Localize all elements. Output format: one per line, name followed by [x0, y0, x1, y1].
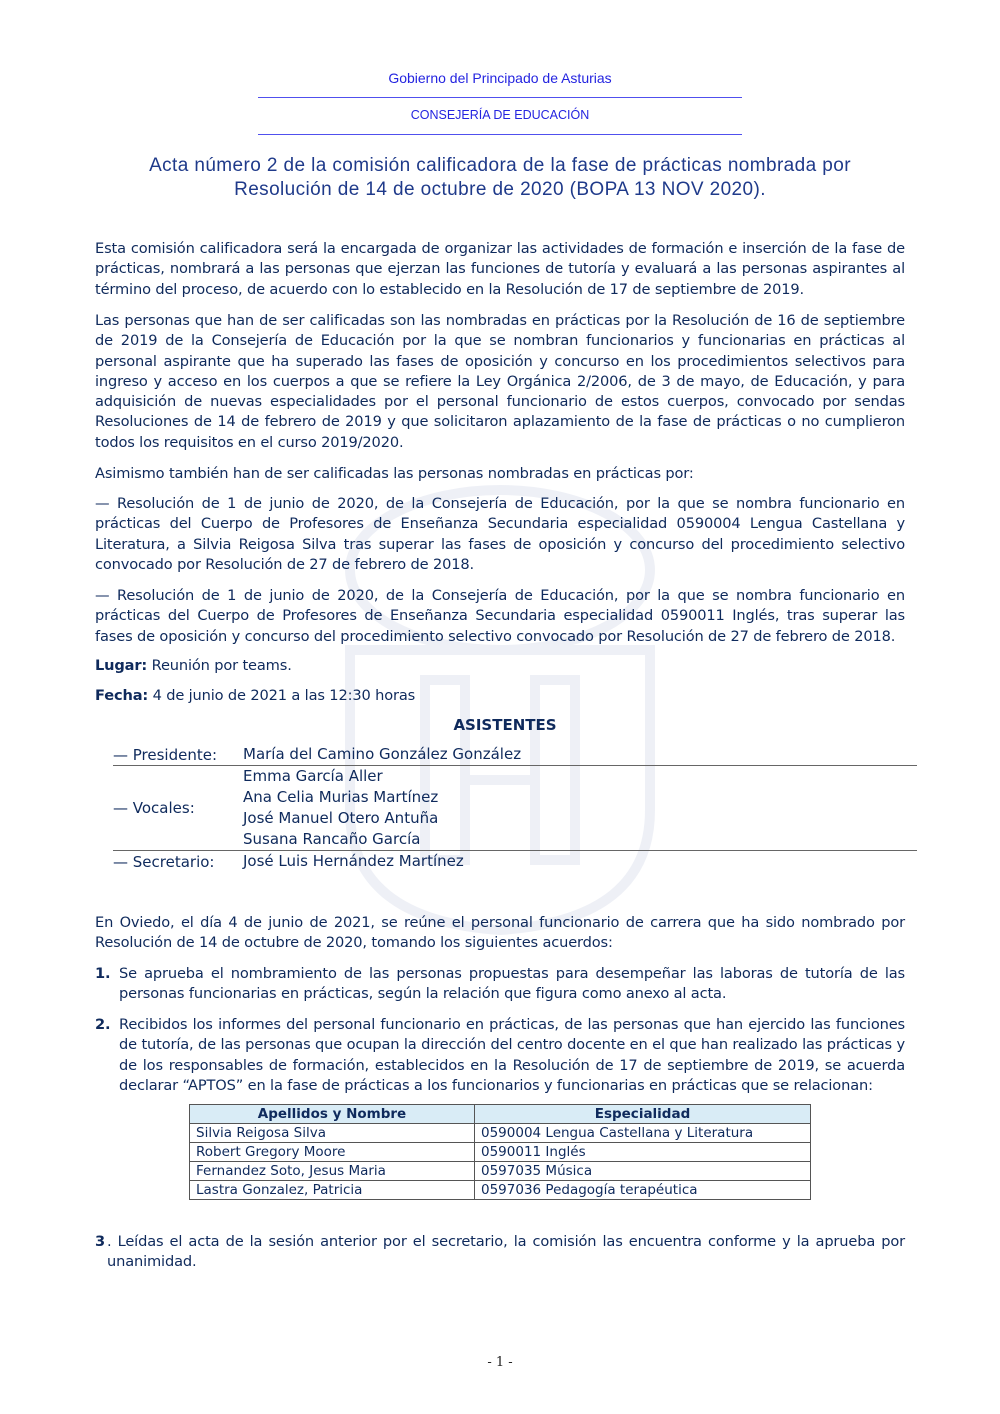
agreement-text: Se aprueba el nombramiento de las personas propuestas para desempeñar las laboras de tutoría de las personas funcionarias en prácticas, según la relación que figura como anexo al acta.: [119, 965, 905, 1003]
cell-name: Silvia Reigosa Silva: [190, 1124, 475, 1143]
header-divider: [258, 97, 742, 98]
lugar-value: Reunión por teams.: [147, 657, 292, 674]
attendee-name: José Luis Hernández Martínez: [243, 852, 464, 870]
attendee-name: María del Camino González González: [243, 745, 522, 763]
agreement-item-3: [95, 1232, 905, 1273]
attendee-name: Susana Rancaño García: [243, 830, 421, 848]
department-name: CONSEJERÍA DE EDUCACIÓN: [410, 108, 590, 122]
agreement-text: . Leídas el acta de la sesión anterior por el secretario, la comisión las encuentra conforme y la aprueba por unanimidad.: [107, 1233, 905, 1271]
header-divider: [258, 134, 742, 135]
agreement-number: 1.: [95, 965, 111, 982]
paragraph-also-evaluated: Asimismo también han de ser calificadas las personas nombradas en prácticas por:: [95, 465, 694, 482]
attendee-row-secretario: [113, 851, 917, 872]
cell-specialty: 0597036 Pedagogía terapéutica: [475, 1181, 811, 1200]
meeting-date: [95, 686, 905, 706]
cell-name: Lastra Gonzalez, Patricia: [190, 1181, 475, 1200]
column-header-specialty: Especialidad: [475, 1105, 811, 1124]
meeting-place: [95, 656, 905, 676]
table-header-row: [190, 1105, 811, 1124]
attendee-name: Ana Celia Murias Martínez: [243, 788, 439, 806]
page-number: - 1 -: [487, 1355, 513, 1370]
paragraph-persons-evaluated: Las personas que han de ser calificadas son las nombradas en prácticas por la Resolución de 16 de septiembre de 2019 de la Consejería de Educación por la que se nombran funcionarios y funcionarias en prácticas al personal aspirante que ha superado las fases de oposición y concurso en los procedimientos selectivos para ingreso y acceso en los cuerpos a que se refiere la Ley Orgánica 2/2006, de 3 de mayo, de Educación, y para adquisición de nuevas especialidades por el personal funcionario de estos cuerpos, convocado por sendas Resoluciones de 14 de febrero de 2019 y que solicitaron aplazamiento de la fase de prácticas o no cumplieron todos los requisitos en el curso 2019/2020.: [95, 312, 905, 451]
agreement-item-1: [95, 964, 905, 1005]
attendee-name: Emma García Aller: [243, 767, 383, 785]
agreement-text: Recibidos los informes del personal funcionario en prácticas, de las personas que han ejercido las funciones de tutoría, de las personas que ocupan la dirección del centro docente en el que han realizado las prácticas y de los responsables de formación, establecidos en la Resolución de 17 de septiembre de 2019, se acuerda declarar “APTOS” en la fase de prácticas a los funcionarios y funcionarias en prácticas que se relacionan:: [119, 1016, 905, 1094]
lugar-label: Lugar:: [95, 657, 148, 674]
column-header-name: Apellidos y Nombre: [190, 1105, 475, 1124]
cell-specialty: 0590011 Inglés: [475, 1143, 811, 1162]
role-presidente: — Presidente:: [113, 745, 218, 764]
cell-name: Robert Gregory Moore: [190, 1143, 475, 1162]
cell-specialty: 0590004 Lengua Castellana y Literatura: [475, 1124, 811, 1143]
organization-name: Gobierno del Principado de Asturias: [388, 70, 612, 86]
agreement-number: 2.: [95, 1016, 111, 1033]
attendee-name: José Manuel Otero Antuña: [243, 809, 439, 827]
attendees-list: [113, 744, 917, 872]
attendees-heading: ASISTENTES: [453, 716, 557, 734]
aptos-table: [189, 1104, 811, 1200]
cell-name: Fernandez Soto, Jesus Maria: [190, 1162, 475, 1181]
paragraph-resolution-ingles: — Resolución de 1 de junio de 2020, de la Consejería de Educación, por la que se nombra funcionario en prácticas del Cuerpo de Profesores de Enseñanza Secundaria especialidad 0590011 Inglés, tras superar las fases de oposición y concurso del procedimiento selectivo convocado por Resolución de 27 de febrero de 2018.: [95, 587, 905, 645]
attendee-row-presidente: [113, 744, 917, 765]
title-line-2: Resolución de 14 de octubre de 2020 (BOPA 13 NOV 2020).: [234, 179, 766, 200]
table-row: [190, 1124, 811, 1143]
agreement-item-2: [95, 1015, 905, 1096]
document-title: [100, 154, 900, 202]
fecha-value: 4 de junio de 2021 a las 12:30 horas: [148, 687, 416, 704]
cell-specialty: 0597035 Música: [475, 1162, 811, 1181]
title-line-1: Acta número 2 de la comisión calificadora de la fase de prácticas nombrada por: [149, 155, 851, 176]
table-row: [190, 1181, 811, 1200]
paragraph-meeting-intro: En Oviedo, el día 4 de junio de 2021, se reúne el personal funcionario de carrera que ha sido nombrado por Resolución de 14 de octubre de 2020, tomando los siguientes acuerdos:: [95, 914, 905, 952]
agreement-number: 3: [95, 1233, 106, 1250]
attendee-row-vocales: [113, 766, 917, 850]
table-row: [190, 1143, 811, 1162]
role-secretario: — Secretario:: [113, 852, 215, 871]
paragraph-commission-role: Esta comisión calificadora será la encargada de organizar las actividades de formación e inserción de la fase de prácticas, nombrará a las personas que ejerzan las funciones de tutoría y evaluará a las personas aspirantes al término del proceso, de acuerdo con lo establecido en la Resolución de 17 de septiembre de 2019.: [95, 240, 905, 298]
fecha-label: Fecha:: [95, 687, 149, 704]
table-row: [190, 1162, 811, 1181]
paragraph-resolution-lengua: — Resolución de 1 de junio de 2020, de la Consejería de Educación, por la que se nombra funcionario en prácticas del Cuerpo de Profesores de Enseñanza Secundaria especialidad 0590004 Lengua Castellana y Literatura, a Silvia Reigosa Silva tras superar las fases de oposición y concurso del procedimiento selectivo convocado por Resolución de 27 de febrero de 2018.: [95, 495, 905, 573]
role-vocales: — Vocales:: [113, 799, 195, 817]
